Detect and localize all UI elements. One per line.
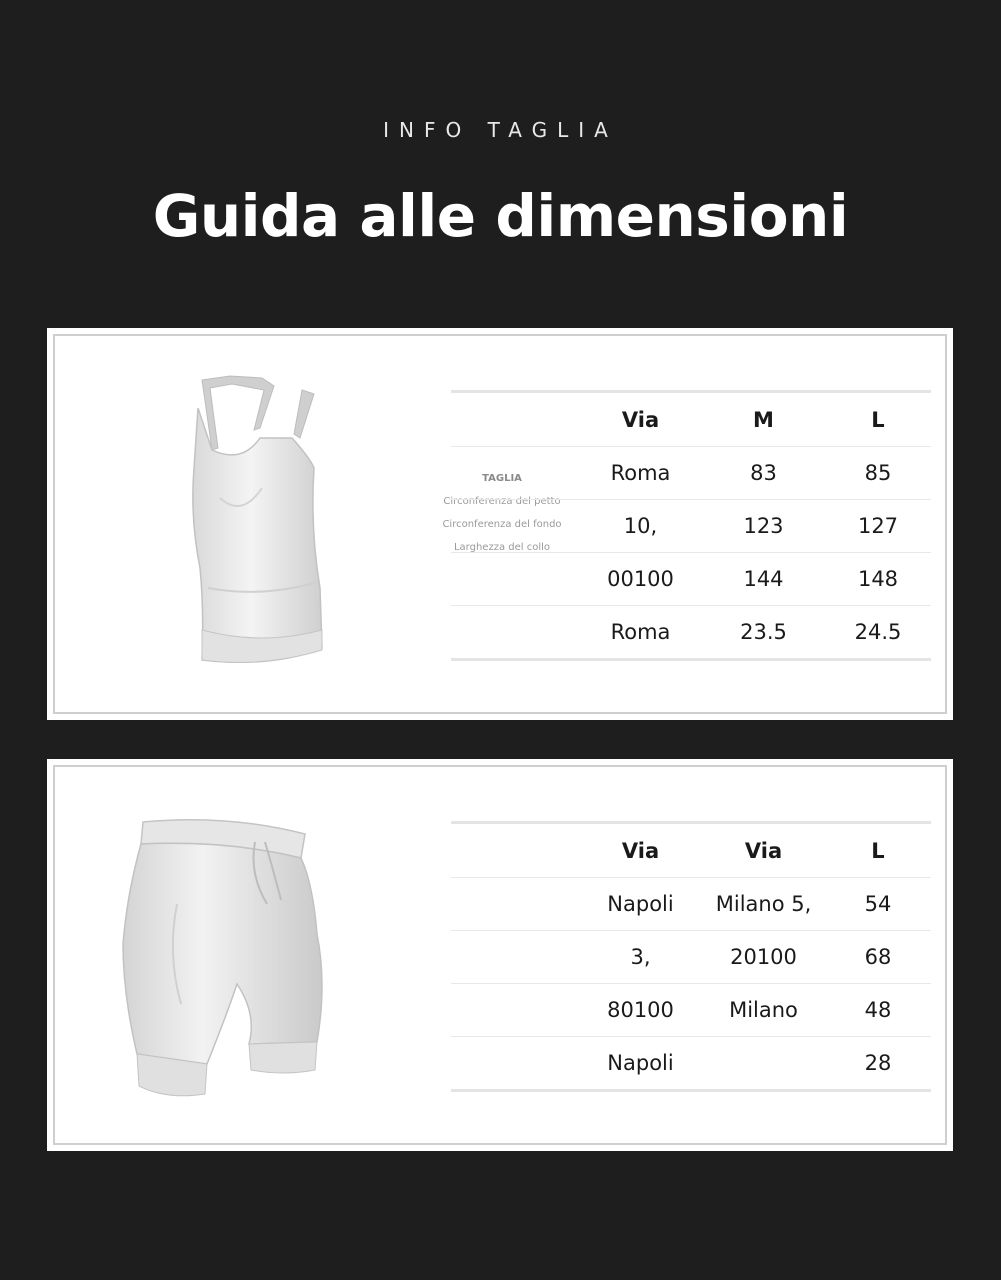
table-row	[451, 931, 931, 984]
table-cell: 48	[825, 984, 931, 1037]
size-label-heading: TAGLIA	[482, 473, 522, 484]
table-cell: 85	[825, 447, 931, 500]
page-title: Guida alle dimensioni	[152, 182, 849, 250]
chest-label: Circonferenza del petto	[443, 496, 561, 507]
tank-top-icon	[142, 368, 382, 678]
header-cell	[451, 823, 579, 878]
table-cell	[451, 500, 579, 553]
table-cell: 148	[825, 553, 931, 606]
table-cell: Roma	[610, 620, 671, 644]
table-cell: Napoli	[607, 1051, 674, 1075]
header-cell: Via	[579, 823, 702, 878]
header-cell: M	[702, 392, 825, 447]
table-cell: Napoli	[579, 878, 702, 931]
size-table-bottom	[451, 821, 931, 1092]
table-cell: 00100	[579, 553, 702, 606]
header-cell: L	[825, 823, 931, 878]
table-cell: 28	[864, 1051, 892, 1075]
table-cell: 10,	[579, 500, 702, 553]
table-row	[451, 553, 931, 606]
table-cell	[451, 878, 579, 931]
header-cell: L	[825, 392, 931, 447]
table-cell: 144	[702, 553, 825, 606]
table-row	[451, 1037, 931, 1091]
table-cell: 83	[702, 447, 825, 500]
table-row	[451, 447, 931, 500]
table-cell: 54	[825, 878, 931, 931]
table-cell	[451, 984, 579, 1037]
table-cell: Milano	[702, 984, 825, 1037]
header-cell: Via	[702, 823, 825, 878]
table-cell: 23.5	[740, 620, 787, 644]
table-cell	[451, 553, 579, 606]
table-cell	[451, 1037, 579, 1091]
table-cell: 20100	[702, 931, 825, 984]
table-cell: 68	[825, 931, 931, 984]
table-cell: 24.5	[854, 620, 902, 644]
table-cell: 3,	[579, 931, 702, 984]
table-cell	[702, 1037, 825, 1091]
shorts-icon	[117, 814, 387, 1114]
table-row	[451, 500, 931, 553]
size-card-top	[47, 328, 953, 720]
table-header-row	[451, 823, 931, 878]
size-table-top	[451, 390, 931, 661]
table-row	[451, 606, 931, 660]
table-cell: 127	[825, 500, 931, 553]
table-cell	[451, 606, 579, 660]
table-cell: Milano 5,	[702, 878, 825, 931]
table-cell: Roma	[579, 447, 702, 500]
table-row	[451, 878, 931, 931]
table-cell: 123	[702, 500, 825, 553]
size-card-bottom	[47, 759, 953, 1151]
header-cell: Via	[579, 392, 702, 447]
table-header-row	[451, 392, 931, 447]
neck-label: Larghezza del collo	[453, 542, 551, 553]
section-eyebrow: INFO TAGLIA	[383, 118, 618, 142]
bottom-label: Circonferenza del fondo	[442, 519, 562, 530]
header-cell	[451, 392, 579, 447]
table-row	[451, 984, 931, 1037]
table-cell	[451, 447, 579, 500]
table-cell	[451, 931, 579, 984]
table-cell: 80100	[579, 984, 702, 1037]
